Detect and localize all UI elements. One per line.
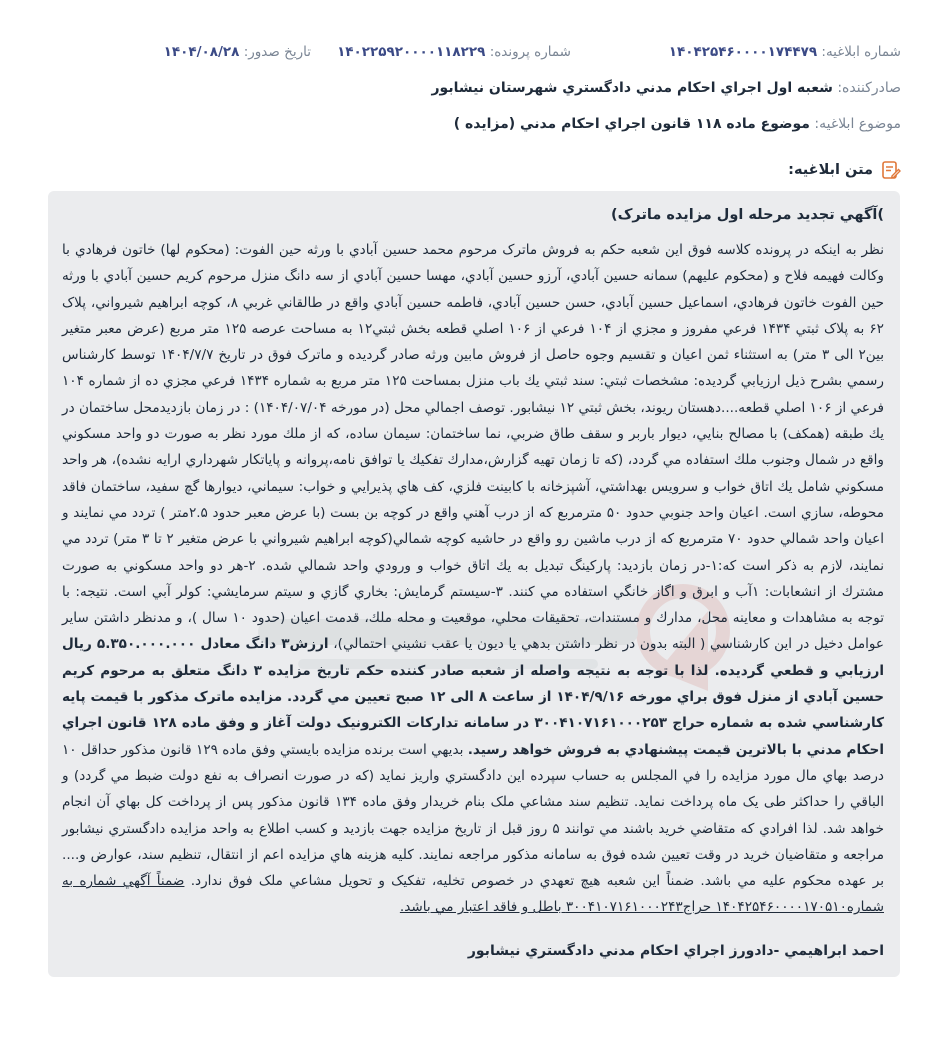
section-header <box>788 160 901 180</box>
issuer-value: شعبه اول اجراي احکام مدني دادگستري شهرستان نيشابور <box>431 80 833 96</box>
notice-number-value: ۱۴۰۴۲۵۴۶۰۰۰۰۱۷۴۴۷۹ <box>668 44 818 60</box>
section-title: متن ابلاغيه: <box>788 162 873 178</box>
announcement-body <box>62 237 884 921</box>
case-number-label: شماره پرونده: <box>489 44 571 60</box>
body-part-2: بديهي است برنده مزايده بايستي وفق ماده ۱۲۹ قانون مذکور حداقل ۱۰ درصد بهاي مال مورد مزايده را في المجلس به حساب سپرده اين دادگستري واريز نمايد (که در صورت انصراف به نفع دولت ضبط مي گردد) و الباقي را حداکثر طی يک ماه پرداخت نمايد. تنظيم سند مشاعي ملک بنام خريدار وفق ماده ۱۳۴ قانون مذکور پس از پرداخت کل بهاي آن انجام خواهد شد. لذا افرادي که متقاضي خريد باشند مي توانند ۵ روز قبل از تاريخ مزايده جهت بازديد و کسب اطلاع به واحد مزايده دادگستري نيشابور مراجعه و متقاضيان خريد در وقت تعيين شده فوق به سامانه مذکور مراجعه نمايند. کليه هزينه هاي مزايده اعم از انتقال، تنظيم سند، عوارض و.... بر عهده محکوم عليه مي باشد. ضمناً اين شعبه هيچ تعهدي در خصوص تخليه، تفکيک و تحويل مشاعي ملک فوق ندارد. <box>62 741 884 890</box>
subject-line <box>40 116 901 132</box>
subject-value: موضوع ماده ۱۱۸ قانون اجراي احکام مدني (مزايده ) <box>453 116 810 132</box>
subject-label: موضوع ابلاغيه: <box>814 116 901 132</box>
announcement-content <box>62 207 884 959</box>
case-number-value: ۱۴۰۲۲۵۹۲۰۰۰۰۱۱۸۲۲۹ <box>337 44 486 60</box>
issuer-line <box>40 80 901 96</box>
body-part-1: نظر به اينکه در پرونده کلاسه فوق اين شعبه حکم به فروش ماترک مرحوم محمد حسين آبادي با ورثه حين الفوت: (محکوم لها) خاتون فرهادي با وکالت فهيمه فلاح و (محکوم عليهم) سمانه حسين آبادي، آرزو حسين آبادي، مهسا حسين آبادي از سه دانگ منزل مرحوم کريم حسين آبادي با ورثه حين الفوت خاتون فرهادي، اسماعيل حسين آبادي، حسن حسين آبادي، فاطمه حسين آبادي واقع در طالقاني غربي ۸، کوچه ابراهيم شيرواني، پلاک ۶۲ به پلاک ثبتي ۱۴۳۴ فرعي مفروز و مجزي از ۱۰۴ فرعي از ۱۰۶ اصلي قطعه بخش ثبتي۱۲ به مساحت عرصه ۱۲۵ متر مربع (عرض معبر متغير بين۲ الی ۳ متر) به استثناء ثمن اعيان و تقسيم وجوه حاصل از فروش مابين ورثه صادر گرديده و ماترک فوق در تاريخ ۱۴۰۴/۷/۷ توسط کارشناس رسمي بشرح ذيل ارزيابي گرديده: مشخصات ثبتي: سند ثبتي يك باب منزل بمساحت ۱۲۵ متر مربع به شماره ۱۴۳۴ فرعي مجزي ده از شماره ۱۰۴ فرعي از ۱۰۶ اصلي قطعه....دهستان ريوند، بخش ثبتي ۱۲ نيشابور. توصف اجمالي محل (در مورخه ۱۴۰۴/۰۷/۰۴) : در زمان بازديدمحل ساختمان در يك طبقه (همكف) با مصالح بنايي، ديوار باربر و سقف طاق ضربي، نما ساختمان: سيمان ساده، كه از ملك مورد نظر به صورت دو واحد مسكوني واقع در شمال وجنوب ملك استفاده مي گردد، (كه تا زمان تهيه گزارش،مدارك تفكيك يا توافق نامه،پروانه و پاياتكار شهرداري ارايه نشده)، هر واحد مسكوني شامل يك اتاق خواب و سرويس بهداشتي، آشپزخانه با كابينت فلزي، كف هاي پذيرايي و خواب: سيماني، ديوارها گچ سفيد، ساختمان فاقد محوطه، سازي است. اعيان واحد جنوبي حدود ۵۰ مترمربع كه از درب آهني واقع در كوچه بن بست (با عرض معبر حدود ۲.۵متر ) تردد مي نمايند و اعيان واحد شمالي حدود ۷۰ مترمربع كه از درب ماشين رو واقع در حاشيه كوچه شمالي(كوچه ابراهيم شيرواني با عرض متغير ۲ تا ۳ متر) تردد مي نمايند، لازم به ذكر است كه:۱-در زمان بازديد: پاركينگ تبديل به يك اتاق خواب و ورودي واحد شمالي شده. ۲-هر دو واحد مسكوني به صورت مشترك از انشعابات: ۱آب و ابرق و اگاز خانگي استفاده مي كنند. ۳-سيستم گرمايش: بخاري گازي و سيتم سرمايشي: كولر آبي است. نتيجه: با توجه به مشاهدات و معاينه محل، مدارك و مستندات، تحقيقات محلي، موقعيت و محله ملك، قدمت اعيان (حدود ۱۰ سال )، و مدنظر داشتن ساير عوامل دخيل در اين كارشناسي ( البته بدون در نظر داشتن بدهي يا ديون يا عقب نشيني احتمالي)، <box>62 242 885 653</box>
issuer-label: صادرکننده: <box>837 80 901 96</box>
document-edit-icon <box>881 160 901 180</box>
case-number <box>337 44 571 60</box>
issue-date-label: تاريخ صدور: <box>243 44 311 60</box>
announcement-title: )آگهي تجديد مرحله اول مزايده ماترک) <box>610 207 884 223</box>
notice-number-label: شماره ابلاغيه: <box>821 44 901 60</box>
notice-number <box>669 44 901 60</box>
body-bold-part: ارزش۳ دانگ معادل ۵.۳۵۰.۰۰۰.۰۰۰ ريال ارزيابي و قطعي گرديده. لذا با توجه به نتيجه واصله از شعبه صادر کننده حکم تاريخ مزايده ۳ دانگ متعلق به مرحوم کريم حسين آبادي از منزل فوق براي مورخه ۱۴۰۴/۹/۱۶ از ساعت ۸ الی ۱۲ صبح تعيين مي گردد. مزايده ماترک مذکور با قيمت پايه کارشناسي شده به شماره حراج ۳۰۰۴۱۰۷۱۶۱۰۰۰۲۵۳ در سامانه تدارکات الکترونيک دولت آغاز و وفق ماده ۱۲۸ قانون اجراي احکام مدني با بالاترين قيمت پيشنهادي به فروش خواهد رسيد. <box>62 636 885 758</box>
announcement-card <box>48 191 900 977</box>
body-underlined-part: ضمناً آگهي شماره به شماره۱۴۰۴۲۵۴۶۰۰۰۰۱۷۰۵۱۰ حراج۳۰۰۴۱۰۷۱۶۱۰۰۰۲۴۳ باطل و فاقد اعتبار مي باشد. <box>62 873 884 916</box>
issue-date <box>164 44 311 60</box>
notice-meta <box>40 44 901 66</box>
issue-date-value: ۱۴۰۴/۰۸/۲۸ <box>163 44 240 60</box>
signature: احمد ابراهيمي -دادورز اجراي احکام مدني دادگستري نيشابور <box>467 942 884 959</box>
